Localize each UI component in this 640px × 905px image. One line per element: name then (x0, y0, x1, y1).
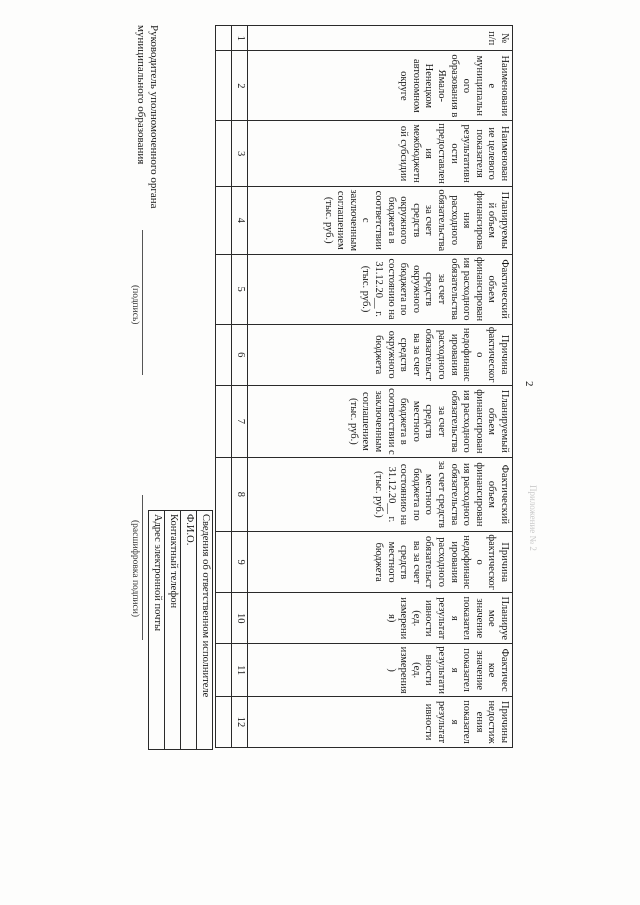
header-cell-planned-local-funding: Планируемый объем финансирования расходного обязательства за счет средств местного бюджета в соответствии с заключенным соглашением (тыс. руб.) (248, 385, 513, 457)
column-number: 7 (232, 385, 248, 457)
contact-phone: Контактный телефон (165, 511, 181, 750)
header-cell-local-underfunding-reason: Причина фактического недофинансирования расходного обязательства за счет средств местного бюджета (248, 531, 513, 592)
decoding-caption: (расшифровка подписи) (130, 520, 140, 617)
column-number: 3 (232, 121, 248, 187)
header-cell-actual-local-funding: Фактический объем финансирования расходного обязательства за счет средств местного бюджета по состоянию на 31.12.20__ г. (тыс. руб.) (248, 457, 513, 531)
rotated-page-content (130, 15, 543, 755)
report-table (215, 25, 513, 748)
contact-title: Сведения об ответственном исполнителе (197, 511, 213, 750)
empty-cell (216, 186, 232, 254)
header-cell-municipality: Наименование муниципального образования в Ямало-Ненецком автономном округе (248, 51, 513, 121)
empty-cell (216, 254, 232, 324)
column-number: 8 (232, 457, 248, 531)
empty-cell (216, 457, 232, 531)
table-header-row (248, 26, 513, 748)
contact-email: Адрес электронной почты (149, 511, 165, 750)
signature-block (147, 25, 160, 385)
header-cell-non-achievement-reasons: Причины недостижения показателя результативности (248, 697, 513, 748)
header-cell-indicator-name: Наименование целевого показателя результативности предоставления межбюджетной субсидии (248, 121, 513, 187)
column-number: 10 (232, 593, 248, 644)
empty-cell (216, 121, 232, 187)
contact-info-table (148, 510, 213, 750)
table-number-row (232, 26, 248, 748)
empty-cell (216, 531, 232, 592)
decoding-underline (142, 495, 143, 640)
header-cell-actual-district-funding: Фактический объем финансирования расходного обязательства за счет средств окружного бюджета по состоянию на 31.12.20__ г. (тыс. руб.) (248, 254, 513, 324)
contact-fio: Ф.И.О. (181, 511, 197, 750)
column-number: 11 (232, 644, 248, 697)
signature-lines (103, 230, 143, 750)
header-cell-num: № п/п (248, 26, 513, 51)
empty-cell (216, 644, 232, 697)
header-cell-district-underfunding-reason: Причина фактического недофинансирования расходного обязательства за счет средств окружного бюджета (248, 324, 513, 385)
header-cell-planned-indicator-value: Планируемое значение показателя результативности (ед. измерения) (248, 593, 513, 644)
signature-underline (142, 230, 143, 375)
signature-line-1: Руководитель уполномоченного органа (148, 25, 160, 209)
header-cell-planned-district-funding: Планируемый объем финансирования расходного обязательства за счет средств окружного бюджета в соответствии с заключенным соглашением (тыс. руб.) (248, 186, 513, 254)
empty-cell (216, 593, 232, 644)
empty-cell (216, 26, 232, 51)
empty-cell (216, 697, 232, 748)
column-number: 6 (232, 324, 248, 385)
signature-line-2: муниципального образования (135, 25, 147, 165)
table-empty-row (216, 26, 232, 748)
column-number: 9 (232, 531, 248, 592)
column-number: 5 (232, 254, 248, 324)
signature-caption: (подпись) (130, 285, 140, 325)
column-number: 4 (232, 186, 248, 254)
page-number: 2 (523, 381, 535, 387)
column-number: 2 (232, 51, 248, 121)
faint-appendix-header: Приложение № 2 (528, 485, 538, 551)
empty-cell (216, 385, 232, 457)
column-number: 1 (232, 26, 248, 51)
empty-cell (216, 324, 232, 385)
header-cell-actual-indicator-value: Фактическое значение показателя результативности (ед. измерения) (248, 644, 513, 697)
column-number: 12 (232, 697, 248, 748)
empty-cell (216, 51, 232, 121)
